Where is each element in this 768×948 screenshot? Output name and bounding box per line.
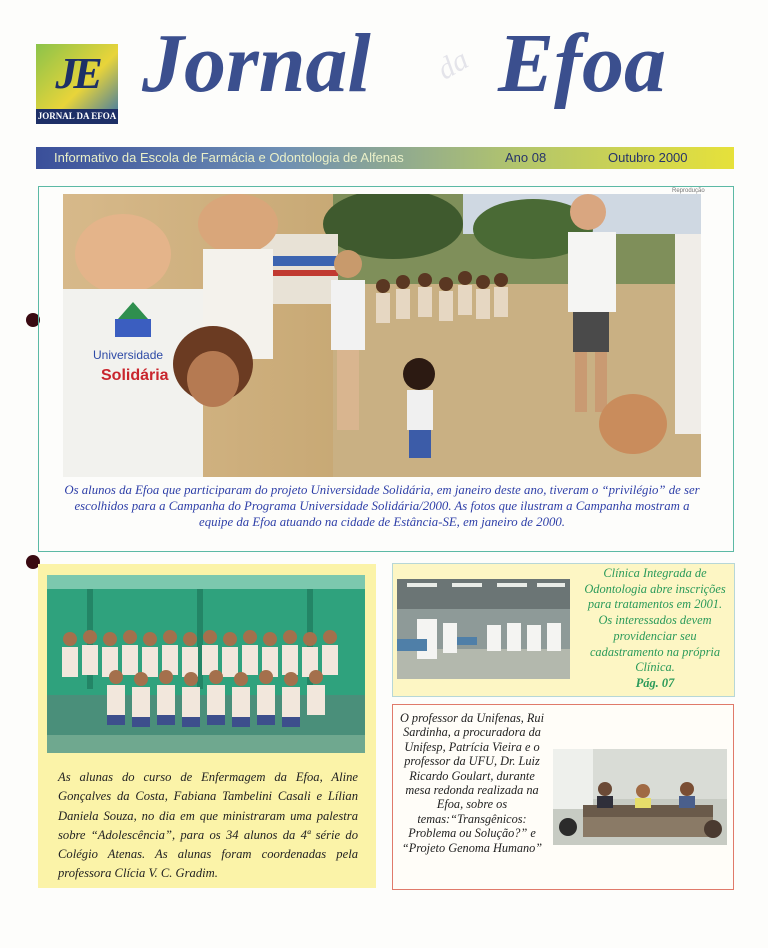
clinic-announcement-text: Clínica Integrada de Odontologia abre inscrições para tratamentos em 2001. Os interessados devem providenciar seu cadastramento na própria Clínica. [584, 566, 726, 675]
edition-date: Outubro 2000 [608, 150, 688, 165]
top-story-photo-collage [63, 194, 701, 477]
shirt-logo-text-1: Universidade [93, 348, 164, 362]
logo-initials: JE [55, 49, 99, 98]
masthead-title-jornal: Jornal [142, 17, 371, 110]
masthead-subtitle: Informativo da Escola de Farmácia e Odontologia de Alfenas [54, 150, 404, 165]
page-reference: Pág. 07 [635, 675, 675, 690]
shirt-logo-text-2: Solidária [101, 367, 169, 384]
masthead-title-da: da [431, 42, 474, 87]
dental-clinic-photo [397, 579, 570, 679]
class-group-photo [47, 575, 365, 753]
middle-right-story-caption [580, 566, 730, 692]
edition-number: Ano 08 [505, 150, 547, 165]
logo-label: JORNAL DA EFOA [36, 109, 118, 124]
top-story-caption: Os alunos da Efoa que participaram do projeto Universidade Solidária, em janeiro deste ano, tiveram o “privilégio” de ser escolhidos para a Campanha do Programa Universidade Solidária/2000. As fotos que ilustram a Campanha mostram a equipe da Efoa atuando na cidade de Estância-SE, em janeiro de 2000. [64, 483, 700, 529]
round-table-photo [553, 749, 727, 845]
bottom-left-story-caption: As alunas do curso de Enfermagem da Efoa, Aline Gonçalves da Costa, Fabiana Tambelini Casali e Lílian Daniela Souza, no dia em que ministraram uma palestra sobre “Adolescência”, para os 34 alunos da 4ª série do Colégio Atenas. As alunas foram coordenadas pela professora Clícia V. C. Gradim. [58, 770, 358, 881]
masthead-info-band [36, 147, 734, 169]
photo-credit: Reprodução [672, 188, 705, 194]
masthead-logo [36, 44, 118, 124]
bottom-right-story-caption: O professor da Unifenas, Rui Sardinha, a procuradora da Unifesp, Patrícia Vieira e o professor da UFU, Dr. Luiz Ricardo Goulart, durante mesa redonda realizada na Efoa, sobre os temas:“Transgênicos: Problema ou Solução?” e “Projeto Genoma Humano” [399, 711, 545, 855]
masthead-title-efoa: Efoa [498, 17, 666, 110]
